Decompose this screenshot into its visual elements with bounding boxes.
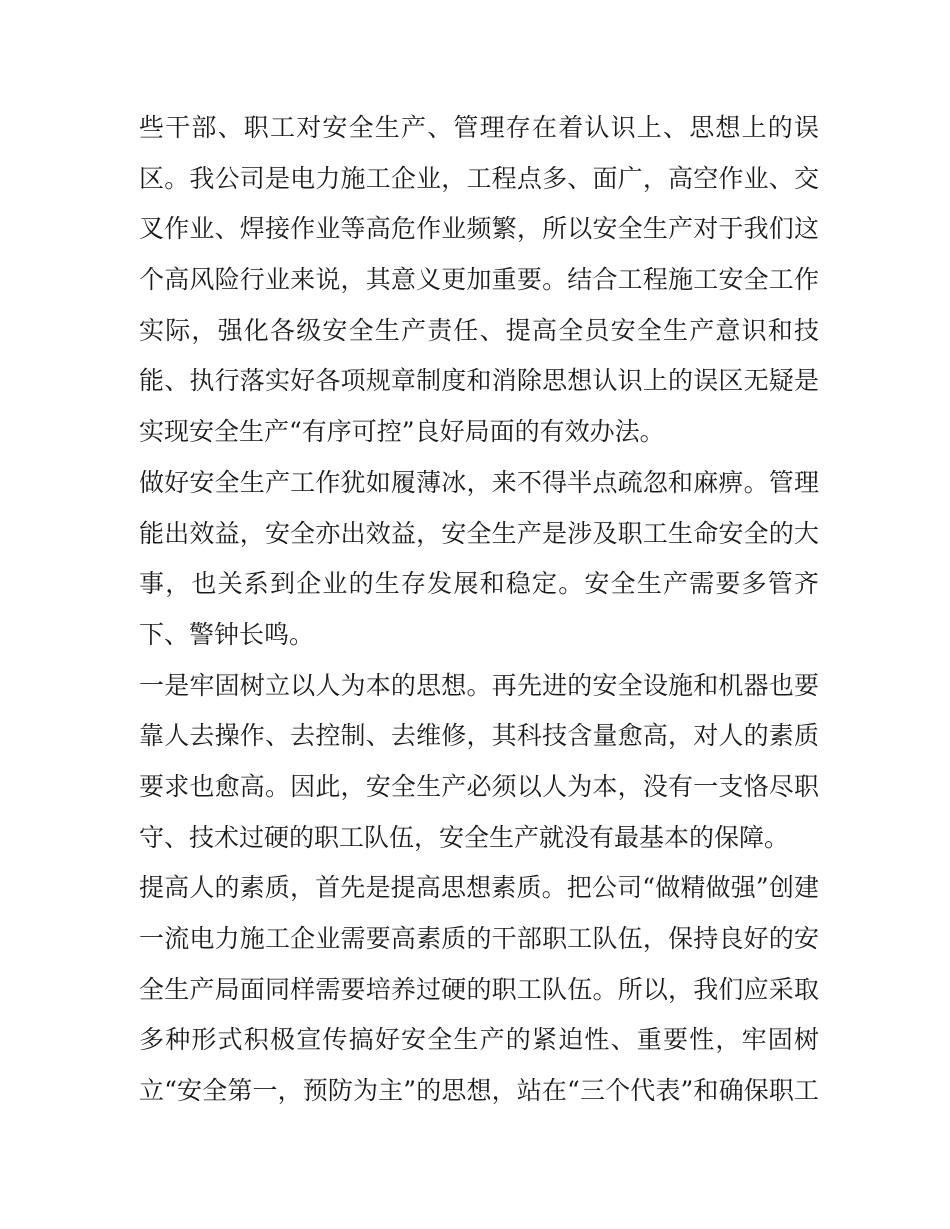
text-line: 守、技术过硬的职工队伍，安全生产就没有最基本的保障。 bbox=[139, 822, 790, 852]
text-line: 一流电力施工企业需要高素质的干部职工队伍，保持良好的安 bbox=[139, 924, 819, 953]
text-line: 立“安全第一，预防为主”的思想，站在“三个代表”和确保职工 bbox=[139, 1076, 819, 1106]
text-line: 一是牢固树立以人为本的思想。再先进的安全设施和机器也要 bbox=[139, 670, 819, 700]
text-line: 要求也愈高。因此，安全生产必须以人为本，没有一支恪尽职 bbox=[139, 771, 819, 801]
text-line: 做好安全生产工作犹如履薄冰，来不得半点疏忽和麻痹。管理 bbox=[139, 467, 819, 497]
text-line: 全生产局面同样需要培养过硬的职工队伍。所以，我们应采取 bbox=[139, 974, 819, 1004]
text-line: 能、执行落实好各项规章制度和消除思想认识上的误区无疑是 bbox=[139, 366, 819, 396]
text-line: 多种形式积极宣传搞好安全生产的紧迫性、重要性，牢固树 bbox=[139, 1025, 819, 1055]
text-line: 区。我公司是电力施工企业，工程点多、面广，高空作业、交 bbox=[139, 163, 819, 193]
text-line: 靠人去操作、去控制、去维修，其科技含量愈高，对人的素质 bbox=[139, 721, 819, 751]
text-line: 下、警钟长鸣。 bbox=[139, 619, 315, 649]
text-line: 事，也关系到企业的生存发展和稳定。安全生产需要多管齐 bbox=[139, 569, 819, 599]
text-line: 叉作业、焊接作业等高危作业频繁，所以安全生产对于我们这 bbox=[139, 214, 819, 244]
text-line: 实际，强化各级安全生产责任、提高全员安全生产意识和技 bbox=[139, 315, 819, 345]
text-line: 个高风险行业来说，其意义更加重要。结合工程施工安全工作 bbox=[139, 265, 819, 295]
text-line: 些干部、职工对安全生产、管理存在着认识上、思想上的误 bbox=[139, 113, 819, 142]
text-line: 实现安全生产“有序可控”良好局面的有效办法。 bbox=[139, 417, 665, 447]
document-body bbox=[139, 103, 819, 1117]
text-line: 提高人的素质，首先是提高思想素质。把公司“做精做强”创建 bbox=[139, 873, 819, 903]
text-line: 能出效益，安全亦出效益，安全生产是涉及职工生命安全的大 bbox=[139, 518, 819, 548]
